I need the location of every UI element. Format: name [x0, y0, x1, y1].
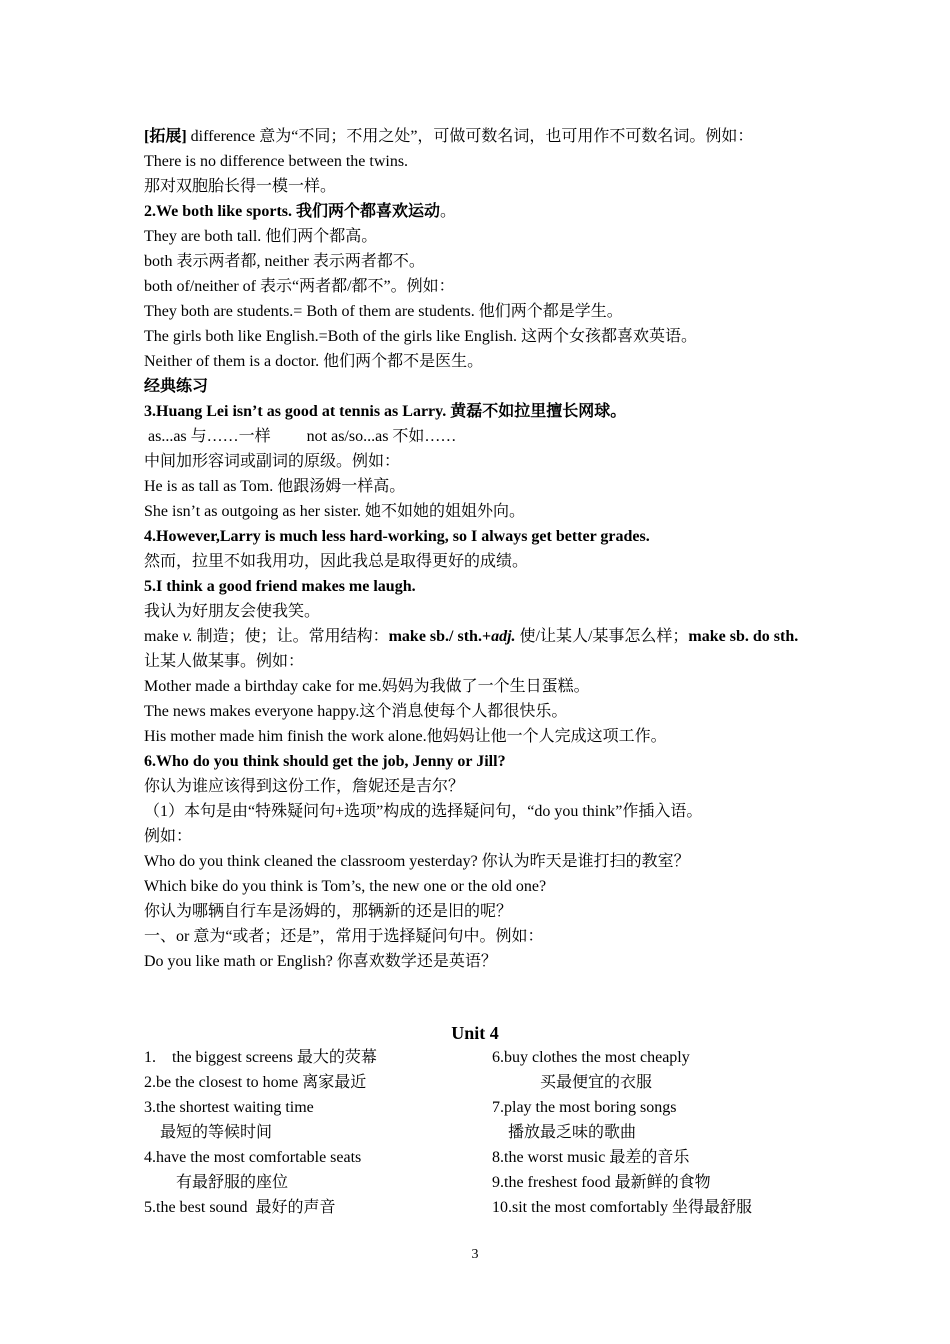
heading-line: 5.I think a good friend makes me laugh.: [144, 578, 416, 595]
structure-text: make sb. do sth.: [688, 628, 799, 645]
bold-label: 2.We both like sports. 我们两个都喜欢运动: [144, 203, 441, 220]
text-line: Who do you think cleaned the classroom yesterday? 你认为昨天是谁打扫的教室？: [144, 853, 690, 870]
text-line: as...as 与……一样 not as/so...as 不如……: [144, 428, 457, 445]
line-text: 。: [440, 203, 457, 220]
line-text: difference 意为“不同；不用之处”，可做可数名词，也可用作不可数名词。例如：: [186, 128, 754, 145]
list-item: 2.be the closest to home 离家最近: [144, 1074, 367, 1091]
list-item: 6.buy clothes the most cheaply: [492, 1049, 690, 1066]
list-item: 3.the shortest waiting time: [144, 1099, 314, 1116]
text-line: 你认为谁应该得到这份工作，詹妮还是吉尔？: [144, 778, 465, 795]
text-line: They both are students.= Both of them are students. 他们两个都是学生。: [144, 303, 623, 320]
text-line: 我认为好朋友会使我笑。: [144, 603, 321, 620]
text-line: Do you like math or English? 你喜欢数学还是英语？: [144, 953, 497, 970]
section-heading: 经典练习: [144, 378, 209, 395]
text-line: [144, 124, 844, 149]
phrase-list-right: [492, 1045, 832, 1220]
list-item: 10.sit the most comfortably 坐得最舒服: [492, 1199, 752, 1216]
page-number: 3: [471, 1247, 479, 1262]
phrase-list-left: [144, 1045, 484, 1220]
text-line: 然而，拉里不如我用功，因此我总是取得更好的成绩。: [144, 553, 529, 570]
text-line: both 表示两者都, neither 表示两者都不。: [144, 253, 425, 270]
text-line: They are both tall. 他们两个都高。: [144, 228, 378, 245]
text-line: The news makes everyone happy.这个消息使每个人都很快乐。: [144, 703, 568, 720]
list-item: 买最便宜的衣服: [492, 1074, 653, 1091]
pos-label: adj.: [491, 628, 516, 645]
unit-title: Unit 4: [451, 1023, 499, 1043]
list-item: 最短的等候时间: [144, 1124, 273, 1141]
list-item: 有最舒服的座位: [144, 1174, 289, 1191]
text-line: 一、or 意为“或者；还是”，常用于选择疑问句中。例如：: [144, 928, 544, 945]
pos-label: v.: [182, 628, 193, 645]
line-text: make: [144, 628, 183, 645]
text-line: Which bike do you think is Tom’s, the new one or the old one?: [144, 878, 547, 895]
list-item: 4.have the most comfortable seats: [144, 1149, 362, 1166]
list-item: 8.the worst music 最差的音乐: [492, 1149, 690, 1166]
list-item: 播放最乏味的歌曲: [492, 1124, 637, 1141]
text-line: Mother made a birthday cake for me.妈妈为我做了一个生日蛋糕。: [144, 678, 590, 695]
text-line: She isn’t as outgoing as her sister. 她不如她的姐姐外向。: [144, 503, 526, 520]
text-line: （1）本句是由“特殊疑问句+选项”构成的选择疑问句，“do you think”作插入语。: [144, 803, 703, 820]
text-line: He is as tall as Tom. 他跟汤姆一样高。: [144, 478, 406, 495]
list-item: 9.the freshest food 最新鲜的食物: [492, 1174, 711, 1191]
text-line: 让某人做某事。例如：: [144, 653, 305, 670]
text-line: Neither of them is a doctor. 他们两个都不是医生。: [144, 353, 484, 370]
list-item: 1. the biggest screens 最大的荧幕: [144, 1049, 377, 1066]
body-text: [144, 124, 844, 974]
make-usage-line: [144, 624, 844, 649]
line-text: 制造；使；让。常用结构：: [192, 628, 389, 645]
text-line: There is no difference between the twins.: [144, 153, 409, 170]
heading-line: 6.Who do you think should get the job, Jenny or Jill?: [144, 753, 506, 770]
heading-line: 4.However,Larry is much less hard-working, so I always get better grades.: [144, 528, 650, 545]
text-line: both of/neither of 表示“两者都/都不”。例如：: [144, 278, 455, 295]
text-line: 你认为哪辆自行车是汤姆的，那辆新的还是旧的呢？: [144, 903, 513, 920]
text-line: 例如：: [144, 828, 193, 845]
line-text: 使/让某人/某事怎么样；: [515, 628, 689, 645]
text-line: The girls both like English.=Both of the girls like English. 这两个女孩都喜欢英语。: [144, 328, 697, 345]
list-item: 7.play the most boring songs: [492, 1099, 677, 1116]
heading-line: [144, 199, 844, 224]
text-line: 那对双胞胎长得一模一样。: [144, 178, 337, 195]
structure-text: make sb./ sth.+: [388, 628, 492, 645]
bold-label: [拓展]: [144, 128, 187, 145]
text-line: 中间加形容词或副词的原级。例如：: [144, 453, 401, 470]
text-line: His mother made him finish the work alone.他妈妈让他一个人完成这项工作。: [144, 728, 667, 745]
list-item: 5.the best sound 最好的声音: [144, 1199, 336, 1216]
heading-line: 3.Huang Lei isn’t as good at tennis as Larry. 黄磊不如拉里擅长网球。: [144, 403, 627, 420]
